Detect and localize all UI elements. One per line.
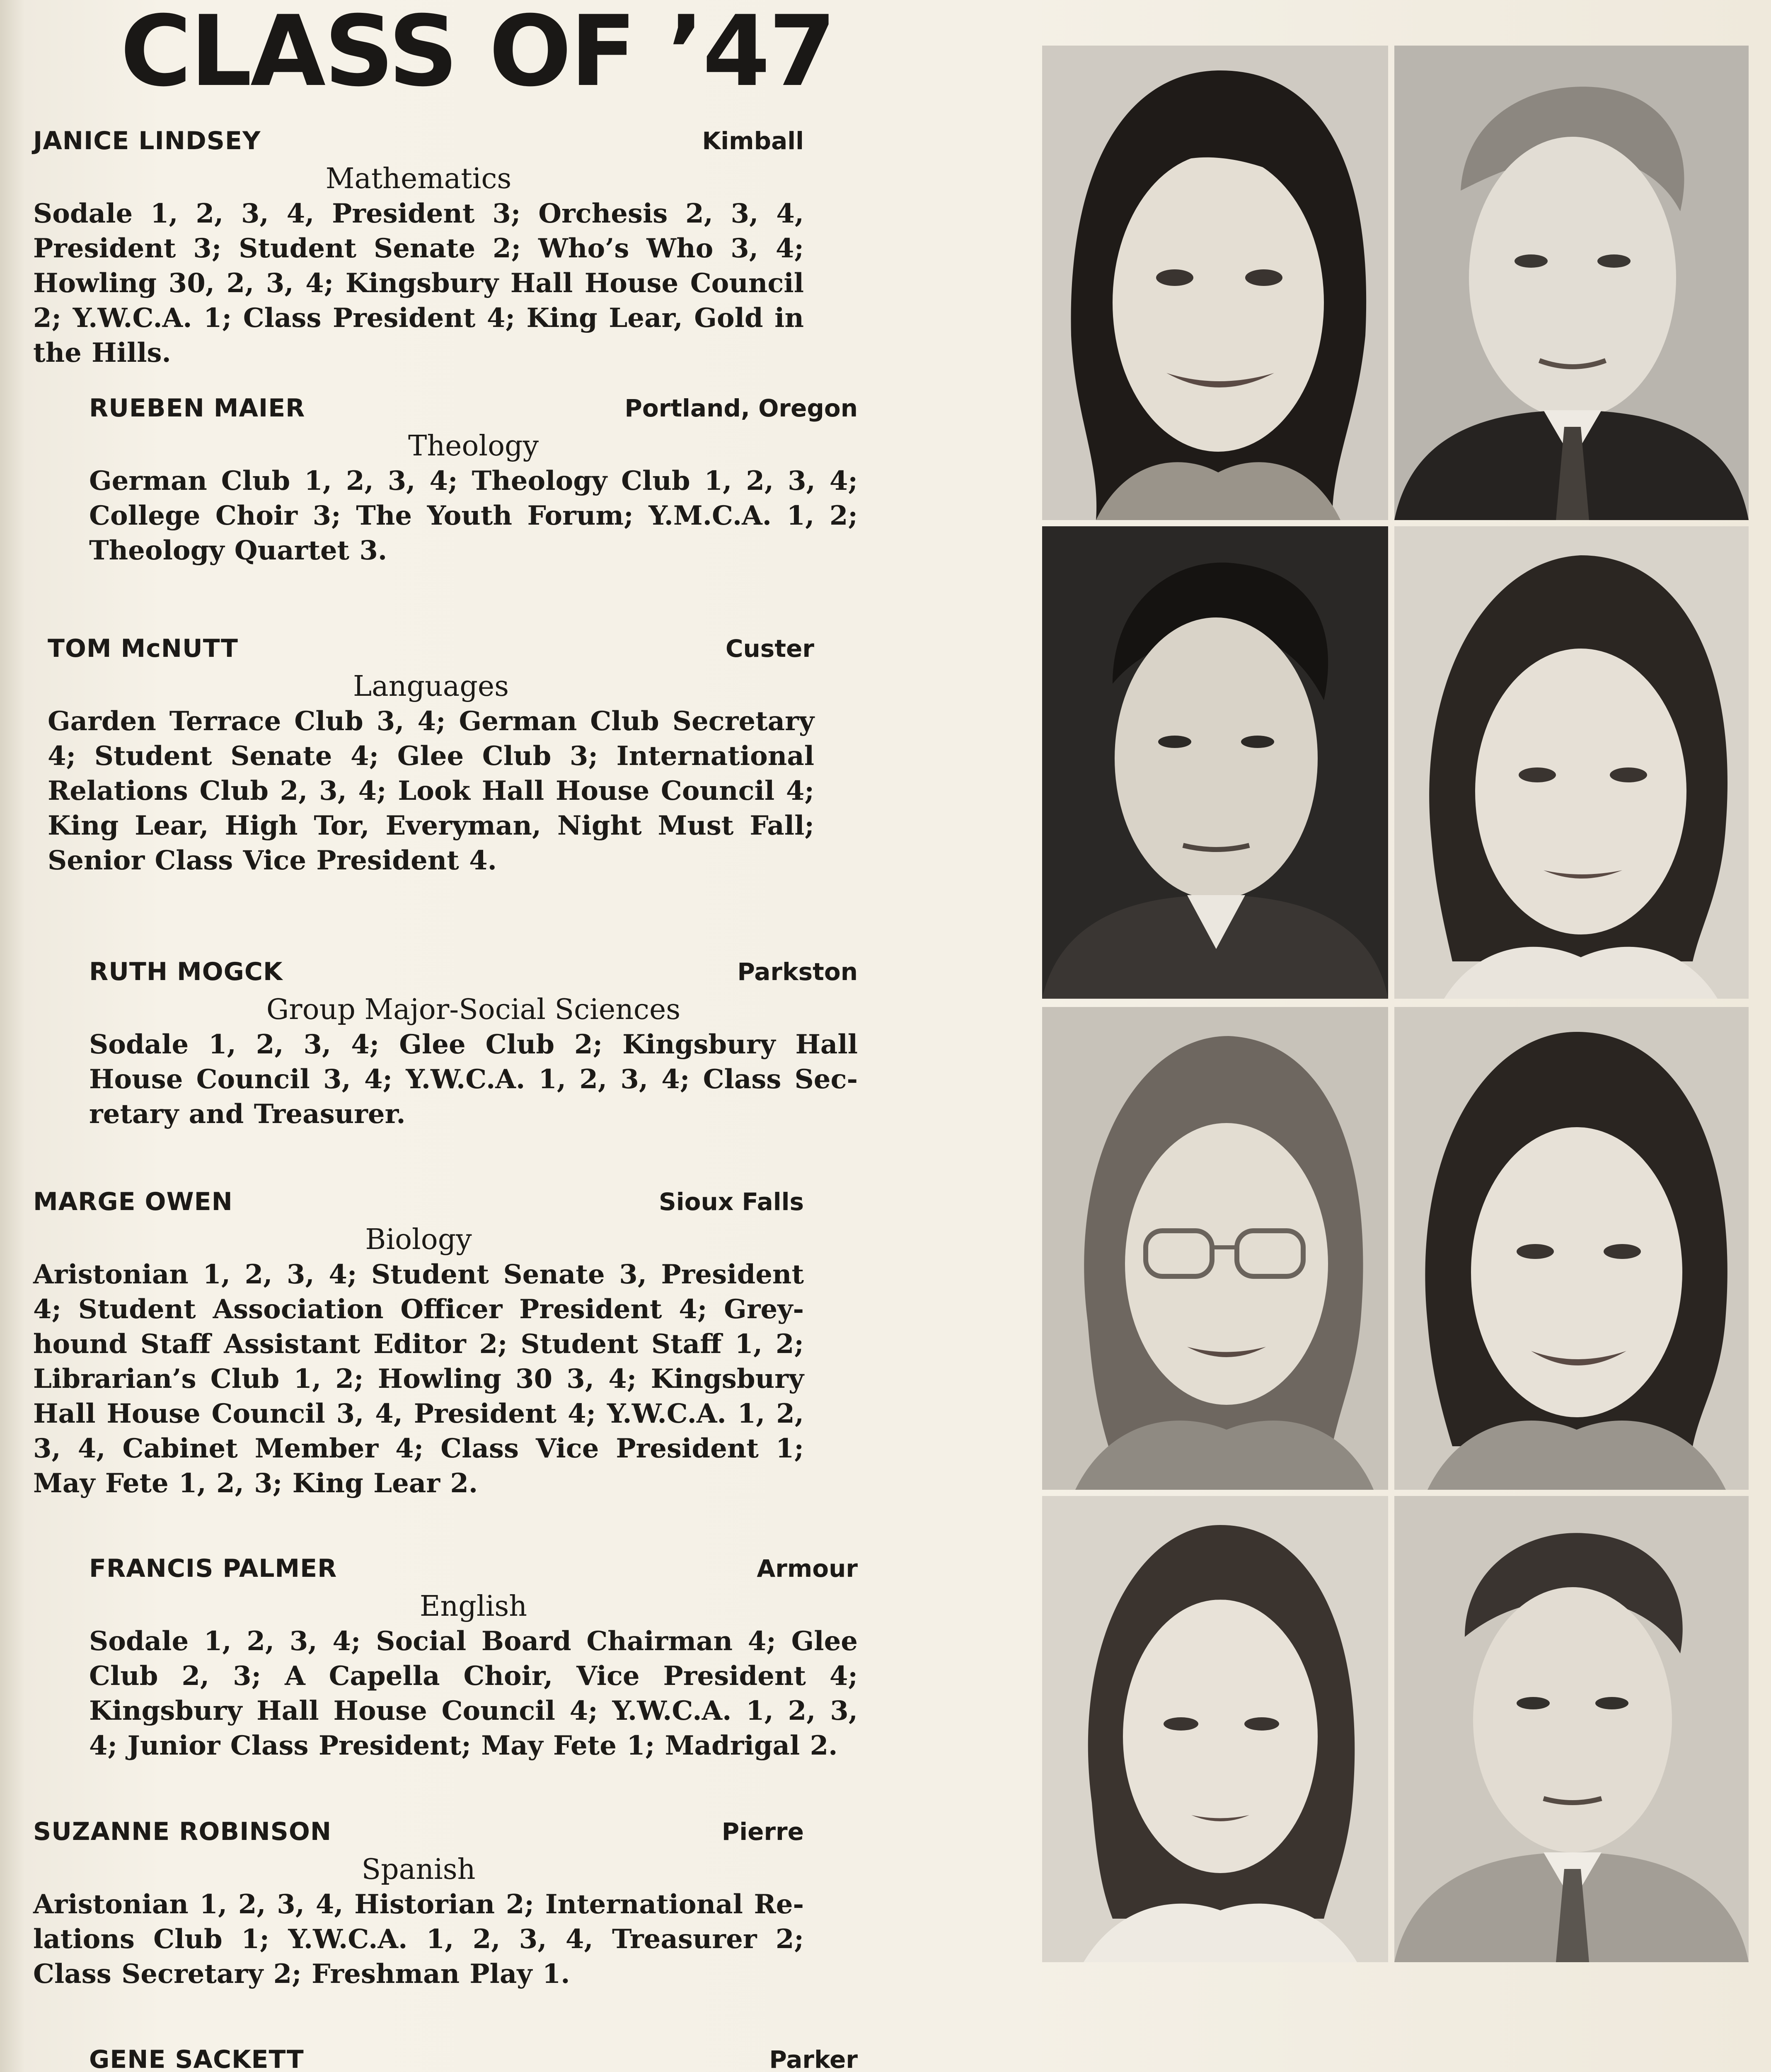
- student-major: English: [419, 1590, 527, 1623]
- face: [1115, 617, 1318, 899]
- student-entry: [33, 1185, 804, 1501]
- woman-glasses-portrait: [1042, 1007, 1388, 1490]
- eye: [1164, 1717, 1198, 1731]
- entry-header: [89, 1552, 858, 1589]
- student-hometown: Custer: [725, 634, 814, 663]
- student-entry: [33, 124, 804, 370]
- face: [1475, 649, 1686, 934]
- portrait-photo: [1394, 526, 1749, 999]
- portrait-photo: [1042, 46, 1388, 520]
- face: [1469, 137, 1676, 419]
- eye: [1517, 1697, 1550, 1709]
- student-name: GENE SACKETT: [89, 2045, 304, 2072]
- face: [1123, 1600, 1318, 1873]
- eye: [1597, 254, 1631, 268]
- student-name: JANICE LINDSEY: [33, 126, 261, 155]
- student-hometown: Portland, Oregon: [624, 394, 858, 422]
- man-portrait: [1042, 526, 1388, 999]
- student-entry: [89, 2043, 858, 2072]
- student-name: SUZANNE ROBINSON: [33, 1817, 332, 1846]
- woman-portrait: [1042, 46, 1388, 520]
- portrait-photo: [1042, 1007, 1388, 1490]
- woman-portrait: [1042, 1496, 1388, 1962]
- eye: [1604, 1244, 1641, 1259]
- student-name: RUEBEN MAIER: [89, 394, 305, 423]
- entry-header: [33, 1815, 804, 1852]
- portrait-photo: [1394, 1496, 1749, 1962]
- student-entry: [89, 955, 858, 1132]
- student-activities: Sodale 1, 2, 3, 4; Social Board Chairman 4; Glee Club 2, 3; A Capella Choir, Vice President 4; Kingsbury Hall House Council 4; Y.W.C.A. 1, 2, 3, 4; Junior Class President; May Fete 1; Madrigal 2.: [89, 1626, 858, 1761]
- student-activities: Aristonian 1, 2, 3, 4, Historian 2; International Relations Club 1; Y.W.C.A. 1, 2, 3, 4, Treasurer 2; Class Secretary 2; Freshman Play 1.: [33, 1889, 804, 1990]
- portrait-photo: [1042, 526, 1388, 999]
- student-activities: Aristonian 1, 2, 3, 4; Student Senate 3, President 4; Student Association Officer President 4; Greyhound Staff Assistant Editor 2; Student Staff 1, 2; Librarian’s Club 1, 2; Howling 30 3, 4; Kingsbury Hall House Council 3, 4, President 4; Y.W.C.A. 1, 2, 3, 4, Cabinet Member 4; Class Vice President 1; May Fete 1, 2, 3; King Lear 2.: [33, 1259, 804, 1499]
- student-name: MARGE OWEN: [33, 1187, 233, 1216]
- student-entry: [48, 632, 814, 878]
- student-hometown: Pierre: [721, 1818, 804, 1846]
- eye: [1515, 254, 1548, 268]
- student-hometown: Armour: [757, 1554, 858, 1583]
- student-name: TOM McNUTT: [48, 634, 238, 663]
- portrait-photo: [1394, 1007, 1749, 1490]
- woman-portrait: [1394, 1007, 1749, 1490]
- student-major: Mathematics: [325, 162, 512, 195]
- student-major: Biology: [365, 1223, 472, 1256]
- entry-header: [89, 2043, 858, 2072]
- eye: [1241, 736, 1274, 748]
- student-activities: Sodale 1, 2, 3, 4, President 3; Orchesis 2, 3, 4, President 3; Student Senate 2; Who’s Who 3, 4; Howling 30, 2, 3, 4; Kingsbury Hall House Council 2; Y.W.C.A. 1; Class President 4; King Lear, Gold in the Hills.: [33, 198, 804, 368]
- eye: [1595, 1697, 1628, 1709]
- student-major: Languages: [353, 670, 509, 703]
- student-major: Group Major-Social Sciences: [266, 993, 681, 1026]
- face: [1471, 1127, 1682, 1417]
- eye: [1610, 767, 1647, 782]
- student-major: Theology: [408, 430, 539, 462]
- entry-header: [33, 1185, 804, 1222]
- student-hometown: Parkston: [737, 958, 858, 986]
- page-title: CLASS OF ’47: [120, 0, 835, 108]
- student-entry: [33, 1815, 804, 1992]
- eye: [1244, 1717, 1279, 1731]
- portrait-photo: [1394, 46, 1749, 520]
- portrait-photo: [1042, 1496, 1388, 1962]
- eye: [1158, 736, 1191, 748]
- eye: [1517, 1244, 1554, 1259]
- man-portrait: [1394, 46, 1749, 520]
- face: [1125, 1123, 1328, 1405]
- student-major: Spanish: [361, 1853, 476, 1886]
- face: [1473, 1587, 1672, 1852]
- eye: [1519, 767, 1556, 782]
- student-entry: [89, 1552, 858, 1763]
- student-hometown: Parker: [769, 2045, 858, 2072]
- student-name: RUTH MOGCK: [89, 957, 283, 986]
- woman-portrait: [1394, 526, 1749, 999]
- student-activities: German Club 1, 2, 3, 4; Theology Club 1, 2, 3, 4; College Choir 3; The Youth Forum; Y.M.C.A. 1, 2; Theology Quartet 3.: [89, 465, 858, 566]
- entry-header: [89, 392, 858, 429]
- student-activities: Sodale 1, 2, 3, 4; Glee Club 2; Kingsbury Hall House Council 3, 4; Y.W.C.A. 1, 2, 3, 4; Class Secretary and Treasurer.: [89, 1029, 858, 1130]
- entry-header: [33, 124, 804, 162]
- eye: [1156, 269, 1193, 286]
- student-name: FRANCIS PALMER: [89, 1554, 337, 1583]
- man-portrait: [1394, 1496, 1749, 1962]
- student-activities: Garden Terrace Club 3, 4; German Club Secretary 4; Student Senate 4; Glee Club 3; International Relations Club 2, 3, 4; Look Hall House Council 4; King Lear, High Tor, Everyman, Night Must Fall; Senior Class Vice President 4.: [48, 706, 814, 876]
- entry-header: [89, 955, 858, 992]
- student-entry: [89, 392, 858, 568]
- student-hometown: Kimball: [702, 127, 804, 155]
- face: [1113, 153, 1324, 452]
- entry-header: [48, 632, 814, 669]
- student-hometown: Sioux Falls: [658, 1188, 804, 1216]
- eye: [1245, 269, 1282, 286]
